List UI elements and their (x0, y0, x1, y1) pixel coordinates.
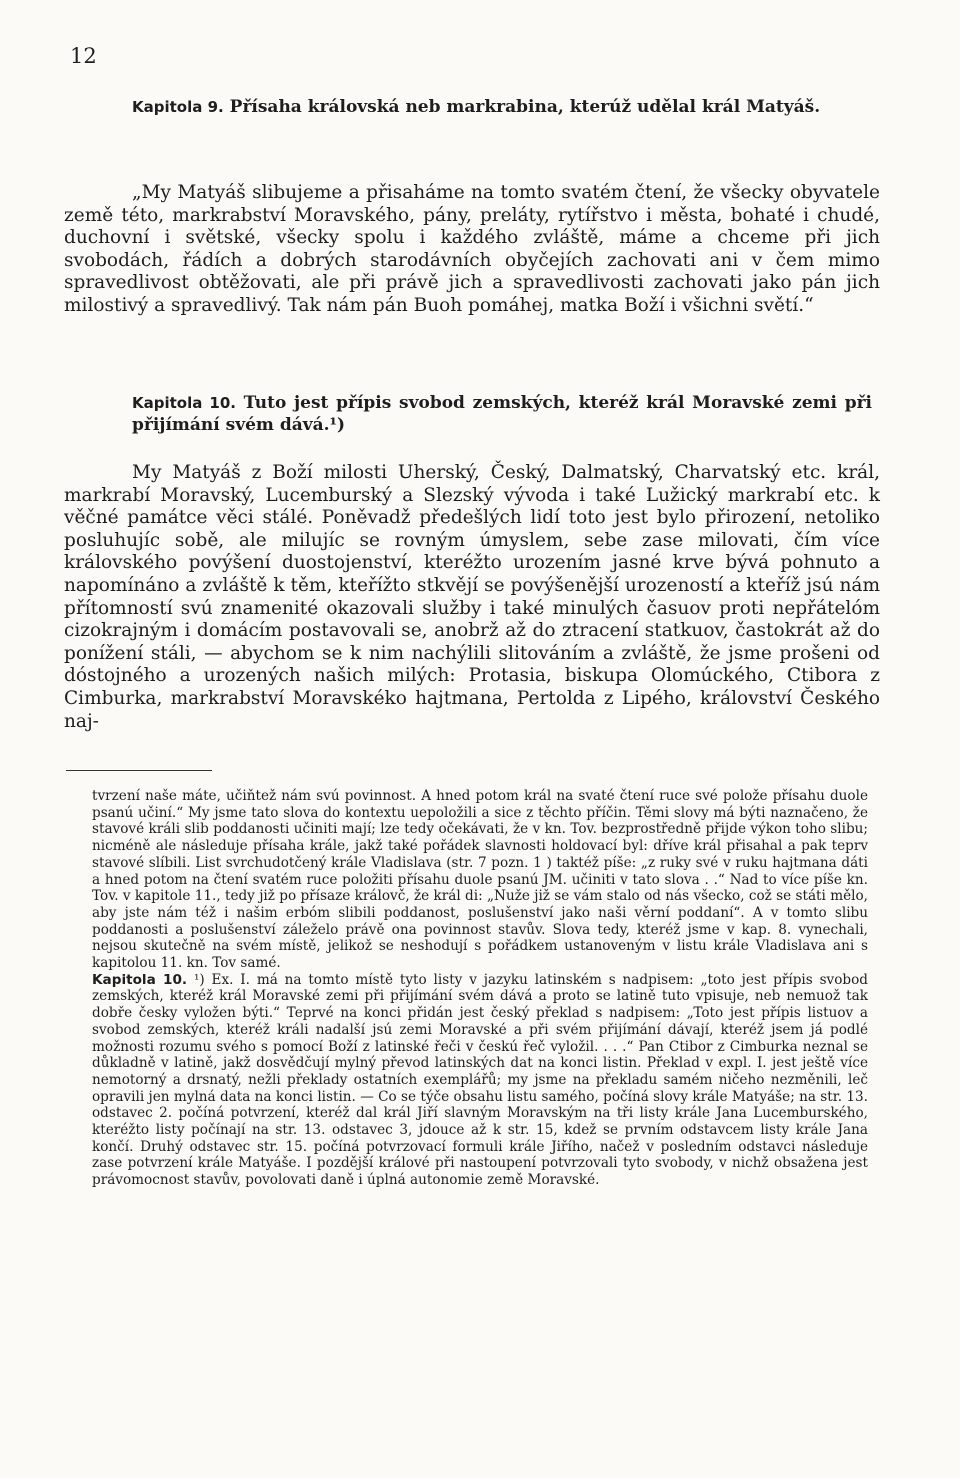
footnote-divider (66, 770, 212, 771)
chapter-9-title: Přísaha královská neb markrabina, kterúž udělal král Matyáš. (229, 97, 821, 117)
chapter-10-body (64, 462, 880, 733)
footnotes (92, 788, 868, 1189)
chapter-9-paragraph: „My Matyáš slibujeme a přisaháme na tomto svatém čtení, že všecky obyvatele země této, markrabství Moravského, pány, preláty, rytířstvo i města, bohaté i chudé, duchovní i světské, všecky spolu i každého zvláště, máme a chceme při jich svobodách, řádích a dobrých starodávních obyčejích zachovati ani v čem mimo spravedlivost obtěžovati, ale při právě jich a spravedlivosti zachovati jako pán jich milostivý a spravedlivý. Tak nám pán Buoh pomáhej, matka Boží i všichni světí.“ (64, 182, 880, 316)
footnote-chapter-10-label: Kapitola 10. (92, 971, 188, 988)
chapter-9-label: Kapitola 9. (132, 98, 224, 116)
footnote-continuation: tvrzení naše máte, učiňtež nám svú povinnost. A hned potom král na svaté čtení ruce své polože přísahu duole psanú učiní.“ My jsme tato slova do kontextu uepoložili a sice z těchto příčin. Těmi slovy má býti naznačeno, že stavové králi slib poddanosti učiniti mají; lze tedy očekávati, že v kn. Tov. bezprostředně přijde výkon toho slibu; nicméně ale následuje přísaha krále, jakž také pořádek slavnosti holdovací byl: dříve král přisahal a pak teprv stavové slíbili. List svrchudotčený krále Vladislava (str. 7 pozn. 1 ) taktéž píše: „z ruky své v ruku hajtmana dáti a hned potom na čtení svatém ruce položiti přísahu duole psanú JM. učiniti v tato slova . .“ Nad to více píše kn. Tov. v kapitole 11., tedy již po přísaze královč, že král di: „Nuže již se vám stalo od nás všecko, což se státi mělo, aby jste nám též i našim erbóm slibili poddanost, poslušenství jako naši věrní poddaní“. A v tomto slibu poddanosti a poslušenství záleželo právě ona povinnost stavův. Slova tedy, kteréž jsme v kap. 8. vynechali, nejsou skutečně na svém místě, jelikož se neshodují s pořádkem ustanoveným v listu krále Vladislava ani s kapitolou 11. kn. Tov samé. (92, 788, 868, 972)
chapter-9-body (64, 182, 880, 318)
chapter-10-heading (132, 392, 872, 436)
chapter-9-heading (132, 96, 872, 118)
footnote-chapter-10 (92, 972, 868, 1189)
chapter-10-title: Tuto jest přípis svobod zemských, kteréž král Moravské zemi při přijímání svém dává.¹) (132, 393, 872, 435)
footnote-chapter-10-text: ¹) Ex. I. má na tomto místě tyto listy v jazyku latinském s nadpisem: „toto jest přípis svobod zemských, kteréž král Moravské zemi při přijímání svém dává a proto se latině tuto vpisuje, neb nemuož tak dobře česky vyložen býti.“ Teprvé na konci přidán jest český překlad s nadpisem: „Toto jest přípis listuov a svobod zemských, kteréž králi nadalší jsú zemi Moravské a při svém přijímání dávají, kteréž jsem já podlé možnosti rozumu svého s pomocí Boží z latinské řeči v českú řeč vyložil. . . .“ Pan Ctibor z Cimburka neznal se důkladně v latině, jakž dosvědčují mylný převod latinských dat na konci listin. Překlad v expl. I. jest ještě více nemotorný a drsnatý, nežli překlady ostatních exemplářů; my jsme na překladu samém ničeho nezměnili, leč opravili jen mylná data na konci listin. — Co se týče obsahu listu samého, počíná slovy krále Matyáše; na str. 13. odstavec 2. počíná potvrzení, kteréž dal král Jiří slavným Moravským na tři listy krále Jana Lucemburského, kteréžto listy počínají na str. 13. odstavec 3, jdouce až k str. 15, kdež se prvním odstavcem listy krále Jana končí. Druhý odstavec str. 15. počíná potvrzovací formuli krále Jiřího, načež v posledním odstavci následuje zase potvrzení krále Matyáše. I pozdější králové při nastoupení potvrzovali tyto svobody, v nichž obsažena jest právomocnost stavův, povolovati daně i úplná autonomie země Moravské. (92, 971, 868, 1189)
chapter-10-paragraph: My Matyáš z Boží milosti Uherský, Český, Dalmatský, Charvatský etc. král, markrabí Moravský, Lucemburský a Slezský vývoda i také Lužický markrabí etc. k věčné památce věci stálé. Poněvadž předešlých lidí toto jest bylo přirození, netoliko posluhujíc sobě, ale milujíc se rovným úmyslem, sebe zase milovati, čím více královského povýšení duostojenství, kteréžto urozením jasné krve bývá pohnuto a napomínáno a zvláště k těm, kteřížto stkvějí se povýšenější urozeností a kteříž jsú nám přítomností svú znamenité okazovali služby i také minulých časuov proti nepřátelóm cizokrajným i domácím postavovali se, anobrž až do ztracení statkuov, častokrát až do ponížení stáli, — abychom se k nim nachýlili slitováním a zvláště, že jsme prošeni od dóstojného a urozených našich milých: Protasia, biskupa Olomúckého, Ctibora z Cimburka, markrabství Moravskéko hajtmana, Pertolda z Lipého, království Českého naj- (64, 462, 880, 732)
page-number: 12 (70, 44, 97, 68)
chapter-10-label: Kapitola 10. (132, 394, 236, 412)
